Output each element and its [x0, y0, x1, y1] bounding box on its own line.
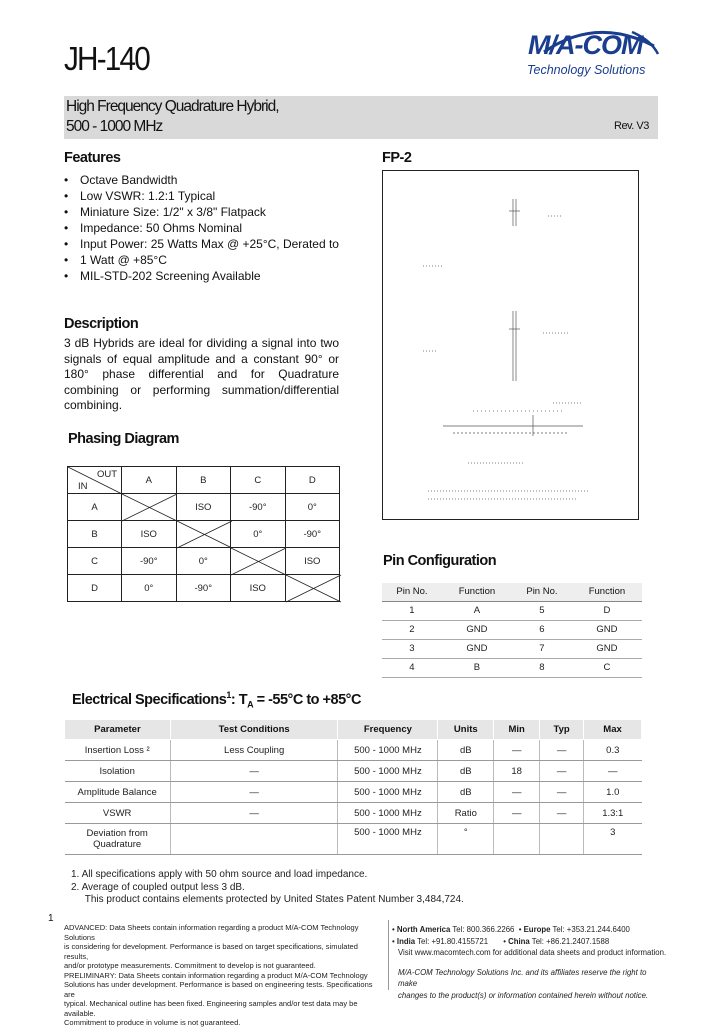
spec-cell: — [170, 782, 338, 803]
spec-cell: ° [438, 824, 494, 855]
column-header: Max [584, 720, 642, 740]
phase-cell: -90° [176, 575, 231, 602]
footer-divider [388, 920, 389, 990]
spec-cell: Amplitude Balance [65, 782, 171, 803]
column-header: Pin No. [382, 583, 442, 601]
pin-cell: A [442, 601, 512, 620]
spec-cell: Less Coupling [170, 740, 338, 761]
rights-line: changes to the product(s) or information contained herein without notice. [398, 990, 649, 1000]
spec-cell: 500 - 1000 MHz [338, 740, 438, 761]
package-outline-drawing [382, 170, 639, 520]
row-header: D [68, 575, 122, 602]
spec-cell: VSWR [65, 803, 171, 824]
spec-cell: 500 - 1000 MHz [338, 803, 438, 824]
contact-region: China [508, 936, 530, 946]
spec-cell: 500 - 1000 MHz [338, 782, 438, 803]
table-row [382, 639, 642, 658]
feature-item: • Octave Bandwidth [64, 172, 339, 188]
column-header: Frequency [338, 720, 438, 740]
pin-cell: GND [572, 639, 642, 658]
table-row [68, 494, 340, 521]
column-header: Typ [540, 720, 584, 740]
column-header: A [122, 467, 177, 494]
pin-cell: 6 [512, 620, 572, 639]
features-heading: Features [64, 150, 121, 166]
spec-cell: 3 [584, 824, 642, 855]
disclaimer-line: Solutions has under development. Performance is based on engineering tests. Specifications are [64, 980, 373, 999]
spec-cell: — [540, 803, 584, 824]
table-row [68, 521, 340, 548]
disclaimer-line: is considering for development. Performance is based on target specifications, simulated results, [64, 942, 358, 961]
table-row [382, 583, 642, 601]
spec-cell: — [170, 761, 338, 782]
phase-cell: 0° [285, 494, 340, 521]
contact-region: India [396, 936, 416, 946]
pin-cell: 8 [512, 658, 572, 677]
condition-sub: A [247, 699, 254, 710]
phase-cell: 0° [176, 548, 231, 575]
spec-cell: 1.3:1 [584, 803, 642, 824]
spec-cell: Isolation [65, 761, 171, 782]
spec-cell: — [540, 761, 584, 782]
phase-cell: -90° [231, 494, 286, 521]
spec-cell: — [494, 803, 540, 824]
pin-cell: 4 [382, 658, 442, 677]
electrical-heading-text: Electrical Specifications [72, 691, 227, 708]
condition-range: = -55°C to +85°C [253, 691, 361, 708]
na-cell [285, 575, 340, 602]
phasing-heading: Phasing Diagram [68, 431, 179, 447]
revision-label: Rev. V3 [614, 120, 649, 132]
contact-phone: Tel: +91.80.4155721 [417, 936, 489, 946]
table-row [382, 658, 642, 677]
phase-cell: -90° [285, 521, 340, 548]
column-header: Units [438, 720, 494, 740]
corner-out-label: OUT [96, 469, 117, 480]
disclaimer-line: Commitment to produce in volume is not guaranteed. [64, 1018, 241, 1027]
spec-cell: 1.0 [584, 782, 642, 803]
spec-cell: — [540, 782, 584, 803]
contact-row: • India Tel: +91.80.4155721 • China Tel: +86.21.2407.1588 [392, 936, 610, 946]
feature-item: • Input Power: 25 Watts Max @ +25°C, Derated to [64, 236, 339, 252]
table-row [65, 782, 642, 803]
logo-wordmark: M/A-COM [528, 30, 643, 60]
spec-cell: — [494, 740, 540, 761]
table-row [65, 824, 642, 855]
spec-cell [170, 824, 338, 855]
title-line-2: 500 - 1000 MHz [66, 118, 163, 135]
spec-cell: 500 - 1000 MHz [338, 824, 438, 855]
contact-phone: Tel: 800.366.2266 [452, 925, 515, 934]
footer-contacts [392, 924, 667, 1001]
spec-cell: — [584, 761, 642, 782]
electrical-table [64, 719, 642, 855]
logo-subtitle: Technology Solutions [527, 63, 646, 77]
feature-item-continuation: • 1 Watt @ +85°C [64, 252, 339, 268]
column-header: D [285, 467, 340, 494]
footnote: This product contains elements protected by United States Patent Number 3,484,724. [71, 894, 464, 905]
corner-cell [68, 467, 122, 494]
column-header: Function [442, 583, 512, 601]
pin-cell: D [572, 601, 642, 620]
condition-prefix: : T [230, 691, 248, 708]
disclaimer-line: typical. Mechanical outline has been fixed. Engineering samples and/or test data may be available. [64, 999, 358, 1018]
column-header: Min [494, 720, 540, 740]
pin-cell: GND [572, 620, 642, 639]
na-cell [176, 521, 231, 548]
phase-cell: 0° [122, 575, 177, 602]
row-header: B [68, 521, 122, 548]
spec-cell: 18 [494, 761, 540, 782]
table-row [68, 548, 340, 575]
phase-cell: -90° [122, 548, 177, 575]
disclaimer-line: and/or prototype measurements. Commitment to develop is not guaranteed. [64, 961, 316, 970]
column-header: Pin No. [512, 583, 572, 601]
cross-icon [122, 494, 177, 521]
corner-in-label: IN [78, 481, 88, 492]
pin-cell: GND [442, 639, 512, 658]
spec-cell: 0.3 [584, 740, 642, 761]
row-header: A [68, 494, 122, 521]
spec-cell: Ratio [438, 803, 494, 824]
phase-cell: 0° [231, 521, 286, 548]
table-row [382, 620, 642, 639]
pin-cell: 2 [382, 620, 442, 639]
disclaimer-line: PRELIMINARY: Data Sheets contain information regarding a product M/A-COM Technology [64, 970, 368, 980]
column-header: C [231, 467, 286, 494]
footnote-ref: 1 [226, 690, 231, 700]
description-text: 3 dB Hybrids are ideal for dividing a signal into two signals of equal amplitude and a constant 90° or 180° phase differential and for Quadrature combining or performing summation/differential combining. [64, 336, 339, 412]
disclaimer-line: ADVANCED: Data Sheets contain information regarding a product M/A-COM Technology Solutions [64, 923, 359, 942]
cross-icon [286, 575, 341, 602]
phase-cell: ISO [176, 494, 231, 521]
table-row [65, 720, 642, 740]
pins-heading: Pin Configuration [383, 553, 497, 569]
description-heading: Description [64, 316, 139, 332]
electrical-heading [72, 690, 361, 710]
contact-phone: Tel: +353.21.244.6400 [552, 925, 630, 934]
page-number: 1 [48, 913, 54, 924]
table-row [65, 803, 642, 824]
spec-cell [494, 824, 540, 855]
table-row [68, 575, 340, 602]
spec-cell: dB [438, 761, 494, 782]
contact-region: Europe [523, 925, 551, 934]
rights-line: M/A-COM Technology Solutions Inc. and its affiliates reserve the right to make [398, 967, 647, 988]
phase-cell: ISO [122, 521, 177, 548]
contact-row: • North America Tel: 800.366.2266 • Europe Tel: +353.21.244.6400 [392, 925, 630, 934]
feature-item: • Impedance: 50 Ohms Nominal [64, 220, 339, 236]
spec-cell: 500 - 1000 MHz [338, 761, 438, 782]
feature-item: • MIL-STD-202 Screening Available [64, 268, 339, 284]
contact-phone: Tel: +86.21.2407.1588 [531, 936, 610, 946]
row-header: C [68, 548, 122, 575]
pin-cell: 1 [382, 601, 442, 620]
table-row [65, 740, 642, 761]
spec-cell: — [170, 803, 338, 824]
spec-cell: Insertion Loss ² [65, 740, 171, 761]
pin-cell: GND [442, 620, 512, 639]
feature-item: • Low VSWR: 1.2:1 Typical [64, 188, 339, 204]
part-number: JH-140 [64, 40, 149, 77]
cross-icon [177, 521, 232, 548]
column-header: B [176, 467, 231, 494]
contact-region: North America [396, 925, 451, 934]
column-header: Test Conditions [170, 720, 338, 740]
pin-cell: C [572, 658, 642, 677]
column-header: Parameter [65, 720, 171, 740]
phasing-table [67, 466, 340, 602]
footer-disclaimer [64, 923, 382, 1028]
table-row [382, 601, 642, 620]
na-cell [122, 494, 177, 521]
title-line-1: High Frequency Quadrature Hybrid, [66, 98, 279, 115]
pin-cell: 3 [382, 639, 442, 658]
column-header: Function [572, 583, 642, 601]
table-row [68, 467, 340, 494]
spec-cell: Deviation from Quadrature [65, 824, 171, 855]
cross-icon [231, 548, 286, 575]
spec-cell: — [540, 740, 584, 761]
spec-cell: — [494, 782, 540, 803]
spec-cell: dB [438, 782, 494, 803]
feature-item: • Miniature Size: 1/2" x 3/8" Flatpack [64, 204, 339, 220]
pin-cell: 5 [512, 601, 572, 620]
phase-cell: ISO [285, 548, 340, 575]
features-list [64, 172, 339, 284]
package-heading: FP-2 [382, 150, 412, 166]
visit-link[interactable]: Visit www.macomtech.com for additional data sheets and product information. [398, 948, 667, 957]
phase-cell: ISO [231, 575, 286, 602]
footnote: 2. Average of coupled output less 3 dB. [71, 881, 245, 893]
na-cell [231, 548, 286, 575]
footnote: 1. All specifications apply with 50 ohm source and load impedance. [71, 869, 368, 880]
pin-table [382, 583, 642, 678]
outline-drawing-icon [383, 171, 638, 519]
spec-cell [540, 824, 584, 855]
pin-cell: 7 [512, 639, 572, 658]
table-row [65, 761, 642, 782]
spec-cell: dB [438, 740, 494, 761]
pin-cell: B [442, 658, 512, 677]
footnotes [71, 869, 464, 907]
